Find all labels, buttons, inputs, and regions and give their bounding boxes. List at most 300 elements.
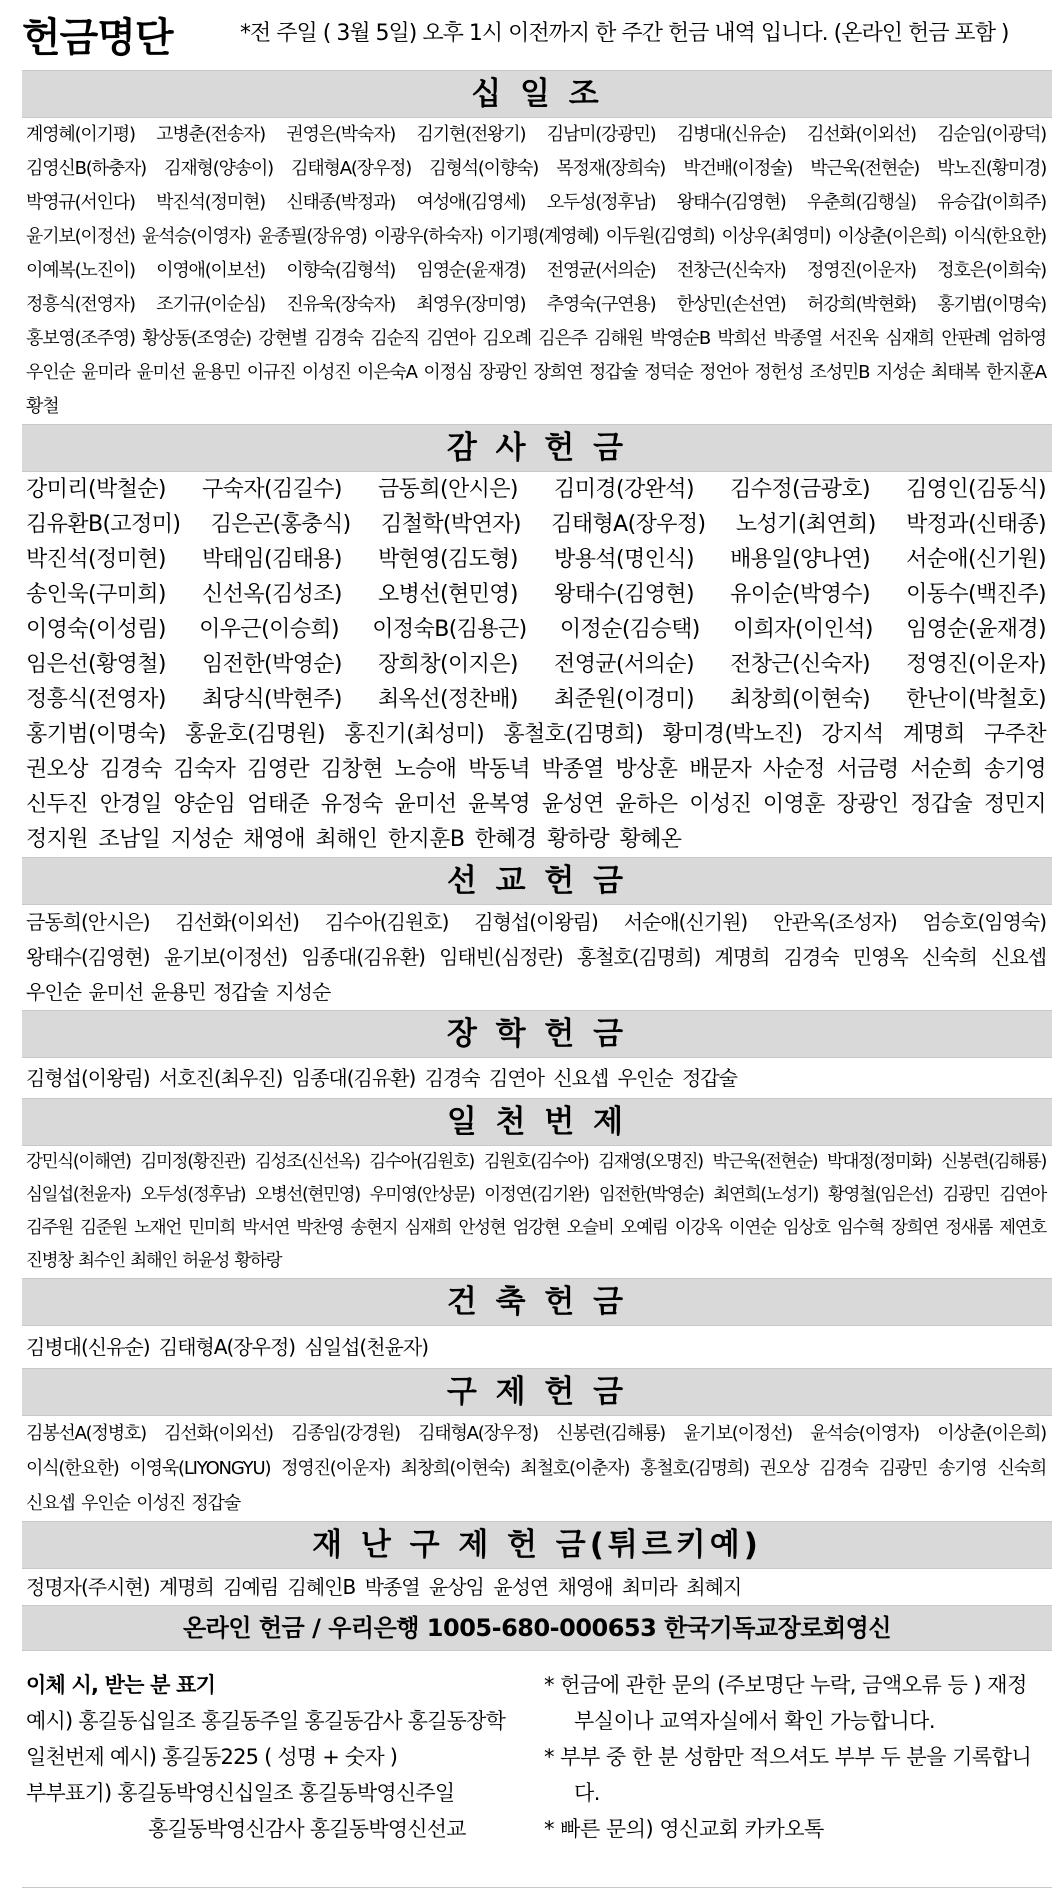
donor-name: 정갑술 (588, 362, 638, 383)
transfer-example: 홍길동박영신감사 홍길동박영신선교 (148, 1817, 466, 1841)
donor-name: 서순애(신기원) (623, 910, 748, 934)
donor-name: 임전한(박영순) (202, 652, 342, 677)
donor-name: 박동녁 (468, 757, 531, 782)
donor-name: 김선화(이외선) (164, 1423, 273, 1444)
donor-name: 왕태수(김영현) (26, 945, 150, 969)
donor-name: 정갑술 (212, 980, 268, 1004)
donor-name: 신태종(박정과) (286, 192, 396, 213)
donor-name: 이은숙A (357, 362, 417, 383)
donor-name: 김경숙 (819, 1458, 868, 1479)
donor-name: 우인순 (81, 1493, 130, 1514)
donor-name: 조성민B (809, 362, 870, 383)
donor-name: 김태형A(장우정) (291, 158, 412, 179)
section-title: 감 사 헌 금 (22, 424, 1052, 472)
donor-name: 정덕순 (644, 362, 693, 383)
donor-name: 임종대(김유환) (291, 1066, 416, 1090)
donor-name: 정지원 (26, 827, 88, 852)
donor-name: 김철학(박연자) (380, 512, 521, 537)
donor-name: 정영진(이운자) (906, 652, 1046, 677)
section-mission (22, 857, 1052, 1010)
donor-name: 신선옥(김성조) (202, 582, 342, 607)
donor-name: 오두성(정후남) (140, 1185, 246, 1205)
donor-name: 진병창 (26, 1251, 73, 1271)
inquiry-note: * 헌금에 관한 문의 (주보명단 누락, 금액오류 등 ) 재정부실이나 교역자실에서 확인 가능합니다. (544, 1673, 1027, 1733)
donor-name: 김수아(김원호) (324, 910, 449, 934)
donor-name: 김숙자 (173, 757, 236, 782)
donor-name: 오두성(정후남) (546, 192, 656, 213)
donor-name: 김기현(전왕기) (416, 124, 526, 145)
donor-name: 오병선(현민영) (378, 582, 518, 607)
donor-name: 김수정(금광호) (730, 477, 870, 502)
donor-name: 홍철호(김명희) (503, 722, 644, 747)
transfer-guide (26, 1667, 546, 1847)
section-disaster-relief (22, 1521, 1052, 1605)
donor-name: 최철호(이춘자) (520, 1458, 630, 1479)
transfer-example: 일천번제 예시) 홍길동225 ( 성명 + 숫자 ) (26, 1745, 398, 1769)
donor-name: 이성진 (689, 792, 752, 817)
donor-name: 이강옥 (674, 1218, 722, 1238)
donor-name: 장희창(이지은) (378, 652, 518, 677)
footer-info (22, 1651, 1052, 1888)
donor-name: 김영인(김동식) (906, 477, 1046, 502)
donor-name: 오병선(현민영) (255, 1185, 360, 1205)
donor-name: 심재희 (404, 1218, 452, 1238)
donor-name: 임은선(황영철) (26, 652, 166, 677)
donor-name: 김병대(신유순) (26, 1335, 150, 1359)
donor-name: 김연아 (426, 328, 475, 349)
section-title: 건 축 헌 금 (22, 1278, 1052, 1326)
donor-name: 임수혁 (836, 1218, 884, 1238)
donor-name: 노승애 (394, 757, 457, 782)
donor-name: 윤미선 (88, 980, 144, 1004)
section-title: 십 일 조 (22, 70, 1052, 118)
donor-name: 박영순B (650, 328, 710, 349)
donor-name: 강지석 (821, 722, 884, 747)
donor-name: 금동희(안시은) (26, 910, 150, 934)
donor-name: 윤미라 (81, 362, 130, 383)
donor-name: 구숙자(김길수) (202, 477, 342, 502)
donor-name: 정흥식(전영자) (26, 294, 135, 315)
donor-name: 임영순(윤재경) (906, 617, 1046, 642)
donor-name: 김경숙 (424, 1066, 480, 1090)
donor-name: 윤종필(장유영) (257, 226, 367, 247)
donor-name: 서순희 (910, 757, 973, 782)
donor-name: 송기영 (983, 757, 1046, 782)
donor-name: 정영진(이운자) (281, 1458, 390, 1479)
donor-name: 김유환B(고정미) (26, 512, 181, 537)
donor-name: 송기영 (938, 1458, 987, 1479)
name-list (22, 118, 1052, 424)
donor-name: 한난이(박철호) (906, 687, 1046, 712)
donor-name: 박종열 (773, 328, 822, 349)
donor-name: 신요셉 (26, 1493, 75, 1514)
donor-name: 윤기보(이정선) (163, 945, 288, 969)
donor-name: 김영신B(하충자) (26, 158, 146, 179)
donor-name: 윤복영 (468, 792, 531, 817)
donor-name: 최태복 (931, 362, 980, 383)
donor-name: 장희연 (533, 362, 583, 383)
donor-name: 김경숙 (783, 945, 839, 969)
donor-name: 김창현 (320, 757, 383, 782)
period-notice: *전 주일 ( 3월 5일) 오후 1시 이전까지 한 주간 헌금 내역 입니다. (온라인 헌금 포함 ) (240, 21, 1009, 46)
donor-name: 송현지 (350, 1218, 398, 1238)
section-title: 구 제 헌 금 (22, 1368, 1052, 1416)
donor-name: 양순임 (173, 792, 236, 817)
donor-name: 우인순 (617, 1066, 673, 1090)
donor-name: 안판례 (941, 328, 990, 349)
donor-name: 신두진 (26, 792, 88, 817)
donor-name: 최해인 (130, 1251, 178, 1271)
donor-name: 왕태수(김영현) (554, 582, 694, 607)
donor-name: 황하랑 (547, 827, 610, 852)
donor-name: 정갑술 (681, 1066, 737, 1090)
donor-name: 고병춘(전송자) (156, 124, 265, 145)
section-title: 장 학 헌 금 (22, 1010, 1052, 1058)
donor-name: 김재영(오명진) (598, 1152, 703, 1172)
donor-name: 정갑술 (910, 792, 973, 817)
section-tithe (22, 70, 1052, 424)
donor-name: 최연희(노성기) (713, 1185, 819, 1205)
donor-name: 박서연 (242, 1218, 290, 1238)
donor-name: 전창근(신숙자) (730, 652, 870, 677)
section-title: 재 난 구 제 헌 금(튀르키예) (22, 1521, 1052, 1569)
donor-name: 최준원(이경미) (554, 687, 694, 712)
donor-name: 박찬영 (296, 1218, 344, 1238)
donor-name: 김경숙 (314, 328, 363, 349)
donor-name: 김형섭(이왕림) (474, 910, 598, 934)
donor-name: 전영균(서의순) (554, 652, 694, 677)
inquiry-notes (544, 1667, 1044, 1847)
donor-name: 황혜온 (619, 827, 682, 852)
donor-name: 김태형A(장우정) (418, 1423, 538, 1444)
offering-list (22, 70, 1052, 1888)
donor-name: 최미라 (621, 1575, 677, 1599)
donor-name: 최창희(이현숙) (400, 1458, 510, 1479)
donor-name: 임종대(김유환) (301, 945, 425, 969)
donor-name: 홍윤호(김명원) (185, 722, 326, 747)
donor-name: 한지훈B (387, 827, 465, 852)
donor-name: 김성조(신선옥) (254, 1152, 360, 1172)
donor-name: 김연아 (489, 1066, 544, 1090)
page-header (0, 0, 1058, 62)
donor-name: 심일섭(천윤자) (304, 1335, 428, 1359)
donor-name: 이정심 (423, 362, 472, 383)
donor-name: 김봉선A(정병호) (26, 1423, 146, 1444)
donor-name: 이성진 (136, 1493, 185, 1514)
donor-name: 권오상 (759, 1458, 809, 1479)
donor-name: 김형석(이향숙) (429, 158, 539, 179)
donor-name: 정영진(이운자) (807, 260, 916, 281)
donor-name: 채영애 (243, 827, 306, 852)
donor-name: 조기규(이순심) (156, 294, 265, 315)
donor-name: 윤기보(이정선) (683, 1423, 792, 1444)
donor-name: 정헌성 (754, 362, 803, 383)
donor-name: 이영욱(LIYONGYU) (129, 1458, 271, 1479)
donor-name: 박영규(서인다) (26, 192, 135, 213)
donor-name: 최당식(박현주) (202, 687, 342, 712)
donor-name: 박현영(김도형) (378, 547, 518, 572)
donor-name: 노재언 (134, 1218, 181, 1238)
donor-name: 정명자(주시현) (26, 1575, 150, 1599)
donor-name: 김은주 (538, 328, 587, 349)
donor-name: 강민식(이해연) (26, 1152, 131, 1172)
donor-name: 김선화(이외선) (807, 124, 916, 145)
section-title: 일 천 번 제 (22, 1098, 1052, 1146)
donor-name: 이정순(김승택) (559, 617, 700, 642)
section-title: 선 교 헌 금 (22, 857, 1052, 905)
donor-name: 최혜지 (686, 1575, 742, 1599)
donor-name: 이상우(최영미) (721, 226, 831, 247)
page-title: 헌금명단 (22, 15, 173, 61)
transfer-guide-title: 이체 시, 받는 분 표기 (26, 1673, 216, 1697)
donor-name: 엄강현 (512, 1218, 560, 1238)
donor-name: 김선화(이외선) (175, 910, 299, 934)
donor-name: 여성애(김영세) (416, 192, 526, 213)
donor-name: 최옥선(정찬배) (378, 687, 518, 712)
donor-name: 엄하영 (997, 328, 1046, 349)
donor-name: 유이순(박영수) (730, 582, 870, 607)
donor-name: 조남일 (98, 827, 161, 852)
donor-name: 이예복(노진이) (26, 260, 135, 281)
donor-name: 박건배(이정술) (683, 158, 793, 179)
donor-name: 추영숙(구연용) (546, 294, 656, 315)
donor-name: 이정연(김기완) (484, 1185, 589, 1205)
donor-name: 이정숙B(김용근) (372, 617, 527, 642)
section-building (22, 1278, 1052, 1368)
name-list (22, 472, 1052, 857)
donor-name: 최해인 (315, 827, 378, 852)
donor-name: 이영애(이보선) (156, 260, 265, 281)
inquiry-note: * 빠른 문의) 영신교회 카카오톡 (544, 1817, 824, 1841)
donor-name: 임전한(박영순) (598, 1185, 704, 1205)
donor-name: 김영란 (247, 757, 310, 782)
donor-name: 이연순 (728, 1218, 776, 1238)
donor-name: 김원호(김수아) (483, 1152, 589, 1172)
donor-name: 이희자(이인석) (732, 617, 873, 642)
name-list (22, 1416, 1052, 1521)
donor-name: 한상민(손선연) (676, 294, 786, 315)
name-list (22, 905, 1052, 1010)
donor-name: 김종임(강경원) (291, 1423, 400, 1444)
donor-name: 김태형A(장우정) (158, 1335, 296, 1359)
name-list (22, 1326, 1052, 1368)
donor-name: 한혜경 (474, 827, 537, 852)
donor-name: 이광우(하숙자) (373, 226, 483, 247)
donor-name: 송인욱(구미희) (26, 582, 166, 607)
donor-name: 박근욱(전현순) (810, 158, 920, 179)
donor-name: 박태임(김태용) (202, 547, 342, 572)
donor-name: 강현별 (258, 328, 307, 349)
donor-name: 왕태수(김영현) (676, 192, 786, 213)
donor-name: 이기평(계영혜) (489, 226, 599, 247)
donor-name: 김미경(강완석) (554, 477, 694, 502)
donor-name: 박진석(정미현) (156, 192, 265, 213)
donor-name: 김미정(황진관) (140, 1152, 246, 1172)
donor-name: 신숙희 (997, 1458, 1047, 1479)
donor-name: 홍철호(김명희) (640, 1458, 749, 1479)
donor-name: 윤미선 (394, 792, 457, 817)
donor-name: 허강희(박현화) (807, 294, 916, 315)
donor-name: 정민지 (983, 792, 1046, 817)
donor-name: 홍보영(조주영) (26, 328, 135, 349)
donor-name: 신요셉 (991, 945, 1047, 969)
donor-name: 우춘희(김행실) (807, 192, 916, 213)
donor-name: 계영혜(이기평) (26, 124, 135, 145)
donor-name: 배용일(양나연) (730, 547, 870, 572)
donor-name: 안성현 (458, 1218, 506, 1238)
donor-name: 김남미(강광민) (546, 124, 656, 145)
donor-name: 정언아 (699, 362, 748, 383)
donor-name: 사순정 (762, 757, 825, 782)
donor-name: 임태빈(심정란) (439, 945, 563, 969)
donor-name: 한지훈A (986, 362, 1046, 383)
donor-name: 채영애 (557, 1575, 613, 1599)
donor-name: 김오례 (482, 328, 531, 349)
donor-name: 계명희 (714, 945, 770, 969)
donor-name: 서진욱 (829, 328, 878, 349)
donor-name: 서금령 (836, 757, 899, 782)
donor-name: 방상훈 (615, 757, 678, 782)
donor-name: 이식(한요한) (26, 1458, 119, 1479)
donor-name: 금동희(안시은) (378, 477, 518, 502)
donor-name: 김연아 (999, 1185, 1047, 1205)
donor-name: 노성기(최연희) (735, 512, 876, 537)
donor-name: 박정과(신태종) (906, 512, 1046, 537)
donor-name: 윤석승(이영자) (141, 226, 251, 247)
donor-name: 진유욱(장숙자) (286, 294, 396, 315)
donor-name: 서호진(최우진) (158, 1066, 283, 1090)
donor-name: 지성순 (875, 362, 925, 383)
donor-name: 임상호 (782, 1218, 830, 1238)
donor-name: 서순애(신기원) (906, 547, 1046, 572)
section-thanksgiving (22, 424, 1052, 857)
donor-name: 최영우(장미영) (416, 294, 526, 315)
donor-name: 강미리(박철순) (26, 477, 166, 502)
donor-name: 목정재(장희숙) (556, 158, 666, 179)
donor-name: 이영훈 (762, 792, 825, 817)
donor-name: 임영순(윤재경) (416, 260, 526, 281)
donor-name: 김병대(신유순) (676, 124, 786, 145)
donor-name: 유정숙 (320, 792, 383, 817)
donor-name: 이영숙(이성림) (26, 617, 166, 642)
donor-name: 황미경(박노진) (662, 722, 803, 747)
donor-name: 심일섭(천윤자) (26, 1185, 131, 1205)
donor-name: 이상춘(이은희) (837, 226, 947, 247)
donor-name: 이두원(김영희) (605, 226, 715, 247)
donor-name: 이우근(이승희) (199, 617, 340, 642)
donor-name: 김재형(양송이) (164, 158, 273, 179)
donor-name: 장광인 (836, 792, 899, 817)
donor-name: 김순직 (370, 328, 419, 349)
donor-name: 김형섭(이왕림) (26, 1066, 150, 1090)
donor-name: 장희연 (891, 1218, 938, 1238)
donor-name: 이향숙(김형석) (286, 260, 396, 281)
donor-name: 김경숙 (99, 757, 162, 782)
donor-name: 윤성연 (541, 792, 604, 817)
donor-name: 박노진(황미경) (937, 158, 1047, 179)
donor-name: 구주찬 (984, 722, 1046, 747)
donor-name: 정흥식(전영자) (26, 687, 166, 712)
donor-name: 권영은(박숙자) (286, 124, 396, 145)
section-one-thousand-offering (22, 1098, 1052, 1278)
donor-name: 박종열 (541, 757, 604, 782)
donor-name: 박진석(정미현) (26, 547, 166, 572)
donor-name: 신숙희 (921, 945, 977, 969)
donor-name: 안경일 (99, 792, 162, 817)
donor-name: 정새롬 (945, 1218, 992, 1238)
donor-name: 윤미선 (136, 362, 185, 383)
donor-name: 황하랑 (234, 1251, 282, 1271)
transfer-example: 예시) 홍길동십일조 홍길동주일 홍길동감사 홍길동장학 (26, 1709, 506, 1733)
donor-name: 지성순 (170, 827, 233, 852)
donor-name: 홍기범(이명숙) (937, 294, 1046, 315)
donor-name: 신요셉 (553, 1066, 609, 1090)
donor-name: 안관옥(조성자) (773, 910, 897, 934)
donor-name: 계명희 (158, 1575, 214, 1599)
donor-name: 제연호 (999, 1218, 1046, 1238)
online-account-bar: 온라인 헌금 / 우리은행 1005-680-000653 한국기독교장로회영신 (22, 1605, 1052, 1651)
donor-name: 민영옥 (852, 945, 908, 969)
donor-name: 민미희 (188, 1218, 236, 1238)
name-list (22, 1058, 1052, 1098)
donor-name: 엄태준 (247, 792, 310, 817)
donor-name: 김준원 (80, 1218, 127, 1238)
donor-name: 신봉련(김해룡) (941, 1152, 1047, 1172)
donor-name: 최수인 (78, 1251, 125, 1271)
donor-name: 홍철호(김명희) (576, 945, 701, 969)
donor-name: 김순임(이광덕) (937, 124, 1046, 145)
donor-name: 윤용민 (150, 980, 206, 1004)
donor-name: 박근욱(전현순) (712, 1152, 818, 1172)
section-relief (22, 1368, 1052, 1521)
donor-name: 황상동(조영순) (142, 328, 251, 349)
donor-name: 우인순 (26, 980, 81, 1004)
transfer-example: 부부표기) 홍길동박영신십일조 홍길동박영신주일 (26, 1781, 455, 1805)
donor-name: 박대정(정미화) (826, 1152, 932, 1172)
donor-name: 장광인 (478, 362, 528, 383)
donor-name: 우인순 (26, 362, 75, 383)
donor-name: 이동수(백진주) (906, 582, 1046, 607)
donor-name: 김주원 (26, 1218, 73, 1238)
donor-name: 김해원 (594, 328, 643, 349)
donor-name: 김광민 (942, 1185, 990, 1205)
donor-name: 윤성연 (493, 1575, 549, 1599)
donor-name: 김광민 (878, 1458, 928, 1479)
donor-name: 김수아(김원호) (369, 1152, 474, 1172)
donor-name: 지성순 (275, 980, 331, 1004)
donor-name: 방용석(명인식) (554, 547, 694, 572)
donor-name: 박희선 (717, 328, 766, 349)
donor-name: 전창근(신숙자) (676, 260, 786, 281)
donor-name: 김태형A(장우정) (551, 512, 706, 537)
donor-name: 김은곤(홍충식) (210, 512, 351, 537)
donor-name: 허윤성 (182, 1251, 230, 1271)
donor-name: 심재희 (885, 328, 934, 349)
donor-name: 오예림 (620, 1218, 668, 1238)
donor-name: 배문자 (689, 757, 752, 782)
donor-name: 이규진 (246, 362, 296, 383)
donor-name: 권오상 (26, 757, 88, 782)
inquiry-note: * 부부 중 한 분 성함만 적으셔도 부부 두 분을 기록합니다. (544, 1745, 1032, 1805)
donor-name: 오슬비 (566, 1218, 614, 1238)
donor-name: 윤하은 (615, 792, 678, 817)
donor-name: 이상춘(이은희) (937, 1423, 1046, 1444)
donor-name: 최창희(이현숙) (730, 687, 870, 712)
name-list (22, 1146, 1052, 1278)
section-scholarship (22, 1010, 1052, 1098)
donor-name: 윤기보(이정선) (26, 226, 135, 247)
donor-name: 전영균(서의순) (546, 260, 656, 281)
